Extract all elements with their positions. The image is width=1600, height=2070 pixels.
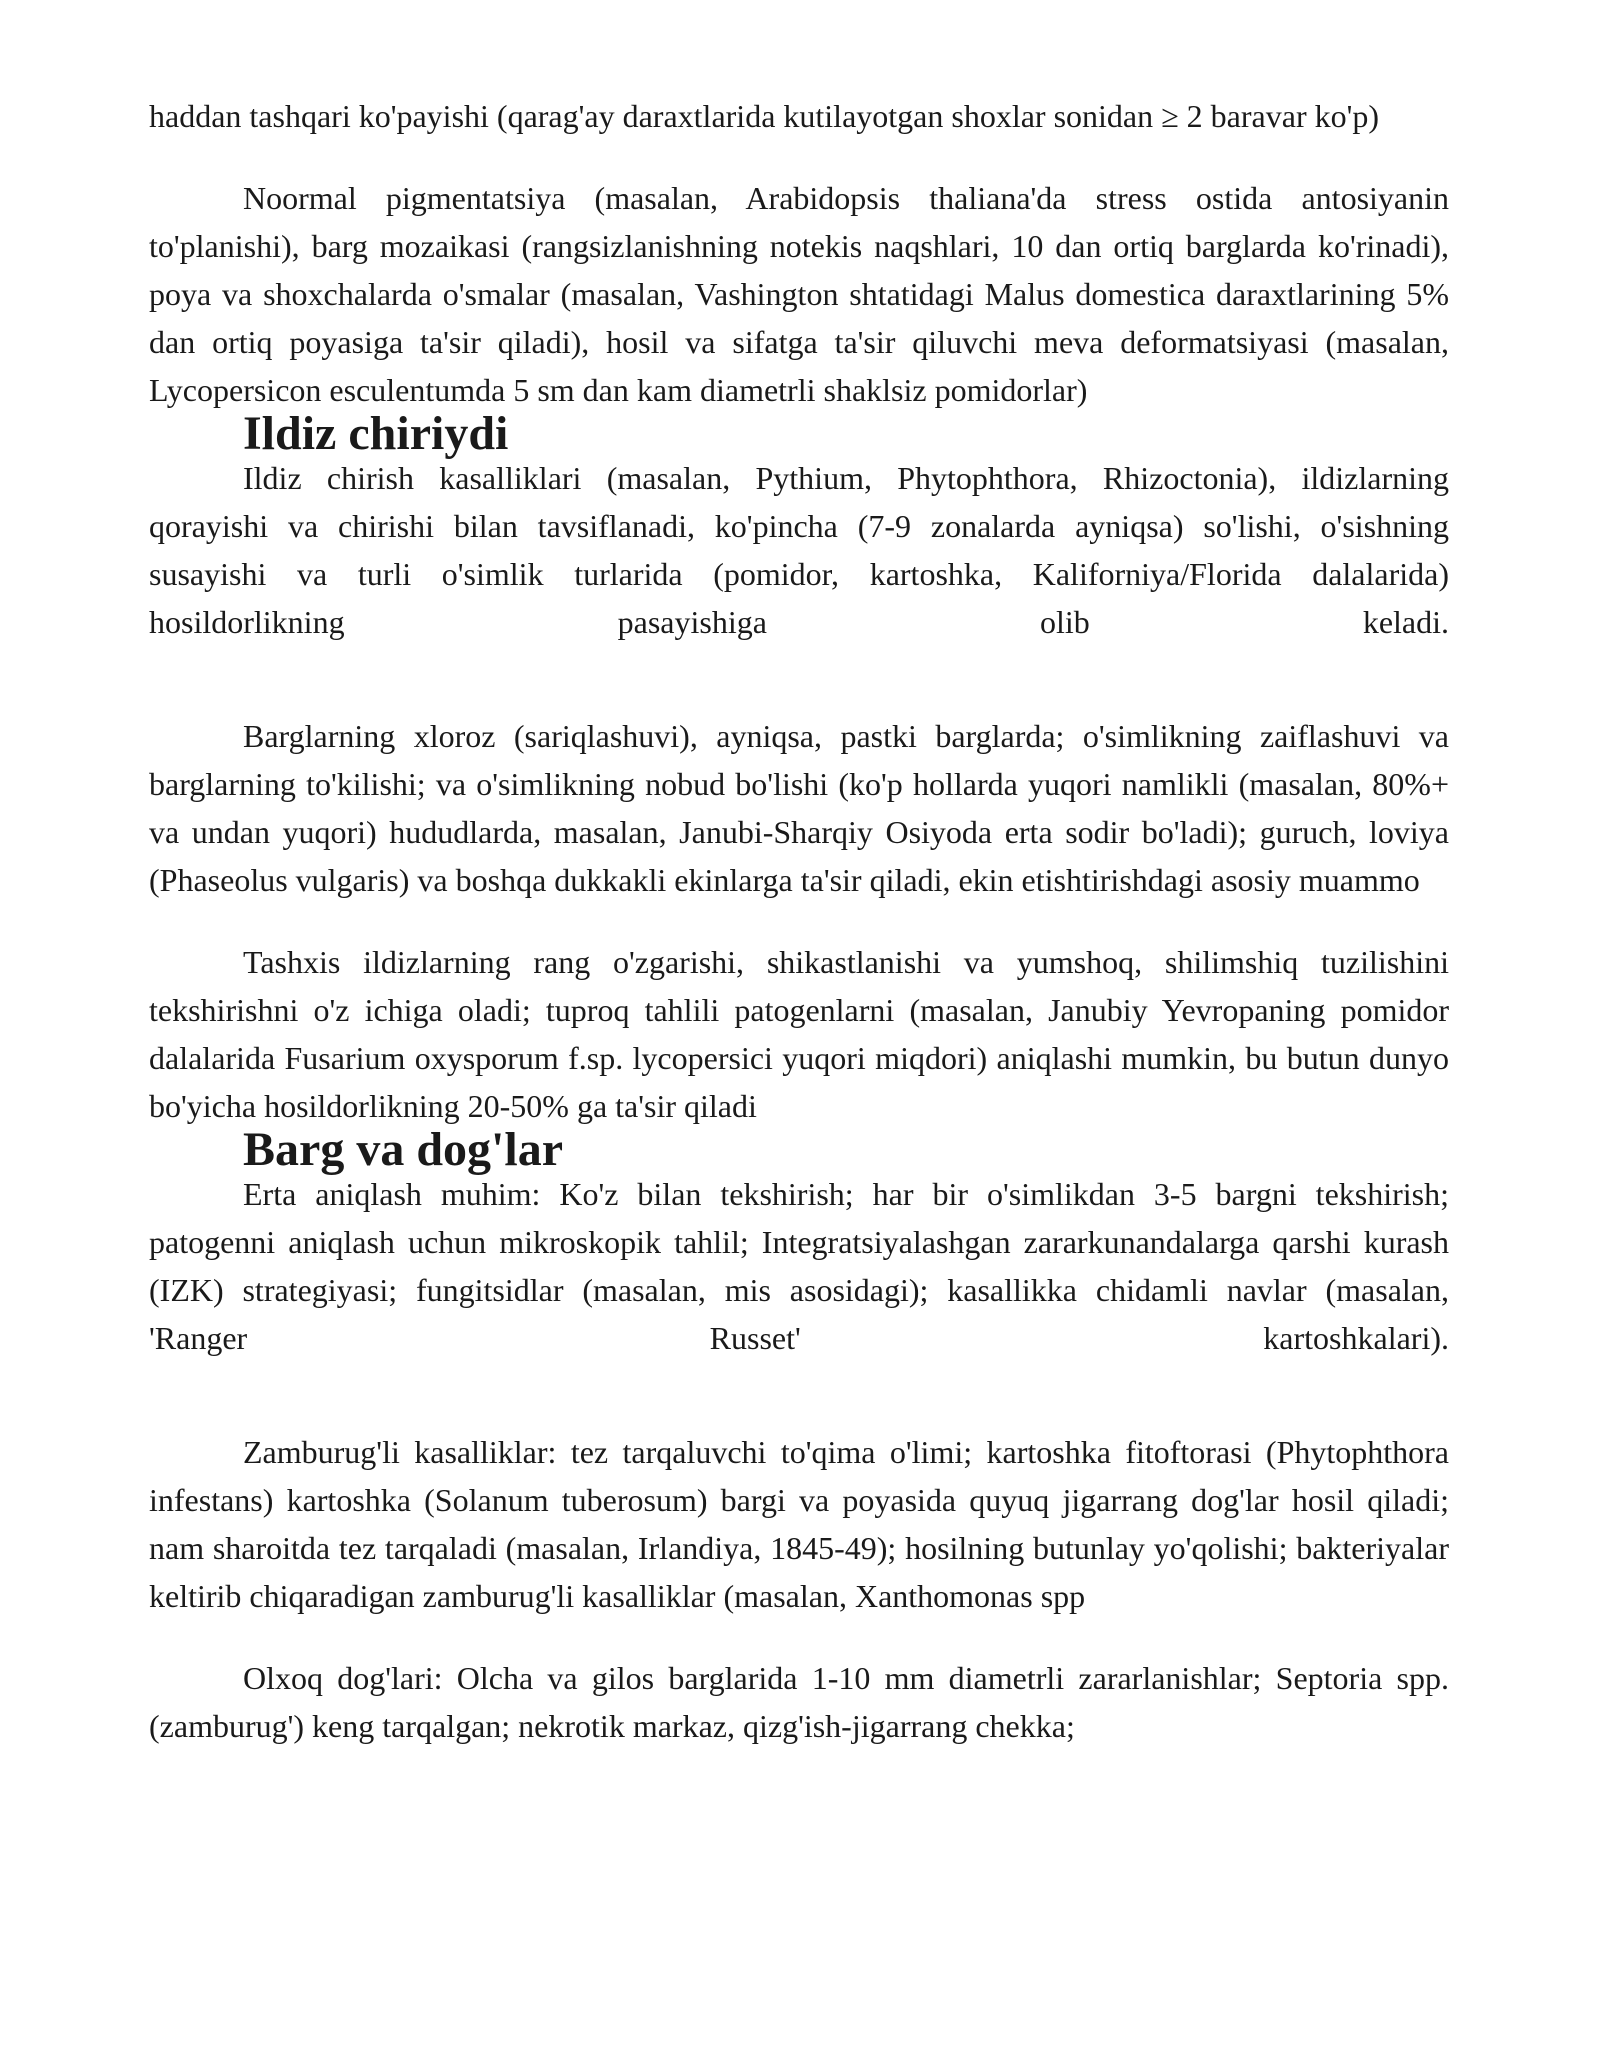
paragraph-abnormal-pigmentation: Noormal pigmentatsiya (masalan, Arabidopsis thaliana'da stress ostida antosiyanin to'planishi), barg mozaikasi (rangsizlanishning notekis naqshlari, 10 dan ortiq barglarda ko'rinadi), poya va shoxchalarda o'smalar (masalan, Vashington shtatidagi Malus domestica daraxtlarining 5% dan ortiq poyasiga ta'sir qiladi), hosil va sifatga ta'sir qiluvchi meva deformatsiyasi (masalan, Lycopersicon esculentumda 5 sm dan kam diametrli shaklsiz pomidorlar)	[149, 180, 1449, 408]
paragraph-cherry-leaf-spot: Olxoq dog'lari: Olcha va gilos barglarida 1-10 mm diametrli zararlanishlar; Septoria spp. (zamburug') keng tarqalgan; nekrotik markaz, qizg'ish-jigarrang chekka;	[149, 1660, 1449, 1744]
paragraph-root-rot-diseases: Ildiz chirish kasalliklari (masalan, Pythium, Phytophthora, Rhizoctonia), ildizlarning qorayishi va chirishi bilan tavsiflanadi, ko'pincha (7-9 zonalarda ayniqsa) so'lishi, o'sishning susayishi va turli o'simlik turlarida (pomidor, kartoshka, Kaliforniya/Florida dalalarida) hosildorlikning pasayishiga olib keladi.	[149, 460, 1449, 640]
section-heading-leaf-spots: Barg va dog'lar	[243, 1123, 563, 1176]
paragraph-branch-proliferation: haddan tashqari ko'payishi (qarag'ay daraxtlarida kutilayotgan shoxlar sonidan ≥ 2 baravar ko'p)	[149, 98, 1380, 134]
document-page	[149, 92, 1449, 1750]
paragraph-fungal-diseases: Zamburug'li kasalliklar: tez tarqaluvchi to'qima o'limi; kartoshka fitoftorasi (Phytophthora infestans) kartoshka (Solanum tuberosum) bargi va poyasida quyuq jigarrang dog'lar hosil qiladi; nam sharoitda tez tarqaladi (masalan, Irlandiya, 1845-49); hosilning butunlay yo'qolishi; bakteriyalar keltirib chiqaradigan zamburug'li kasalliklar (masalan, Xanthomonas spp	[149, 1434, 1449, 1614]
section-heading-root-rot: Ildiz chiriydi	[243, 407, 509, 460]
paragraph-early-detection: Erta aniqlash muhim: Ko'z bilan tekshirish; har bir o'simlikdan 3-5 bargni tekshirish; patogenni aniqlash uchun mikroskopik tahlil; Integratsiyalashgan zararkunandalarga qarshi kurash (IZK) strategiyasi; fungitsidlar (masalan, mis asosidagi); kasallikka chidamli navlar (masalan, 'Ranger Russet' kartoshkalari).	[149, 1176, 1449, 1356]
paragraph-diagnosis: Tashxis ildizlarning rang o'zgarishi, shikastlanishi va yumshoq, shilimshiq tuzilishini tekshirishni o'z ichiga oladi; tuproq tahlili patogenlarni (masalan, Janubiy Yevropaning pomidor dalalarida Fusarium oxysporum f.sp. lycopersici yuqori miqdori) aniqlashi mumkin, bu butun dunyo bo'yicha hosildorlikning 20-50% ga ta'sir qiladi	[149, 944, 1449, 1124]
paragraph-leaf-chlorosis: Barglarning xloroz (sariqlashuvi), ayniqsa, pastki barglarda; o'simlikning zaiflashuvi va barglarning to'kilishi; va o'simlikning nobud bo'lishi (ko'p hollarda yuqori namlikli (masalan, 80%+ va undan yuqori) hududlarda, masalan, Janubi-Sharqiy Osiyoda erta sodir bo'ladi); guruch, loviya (Phaseolus vulgaris) va boshqa dukkakli ekinlarga ta'sir qiladi, ekin etishtirishdagi asosiy muammo	[149, 718, 1449, 898]
